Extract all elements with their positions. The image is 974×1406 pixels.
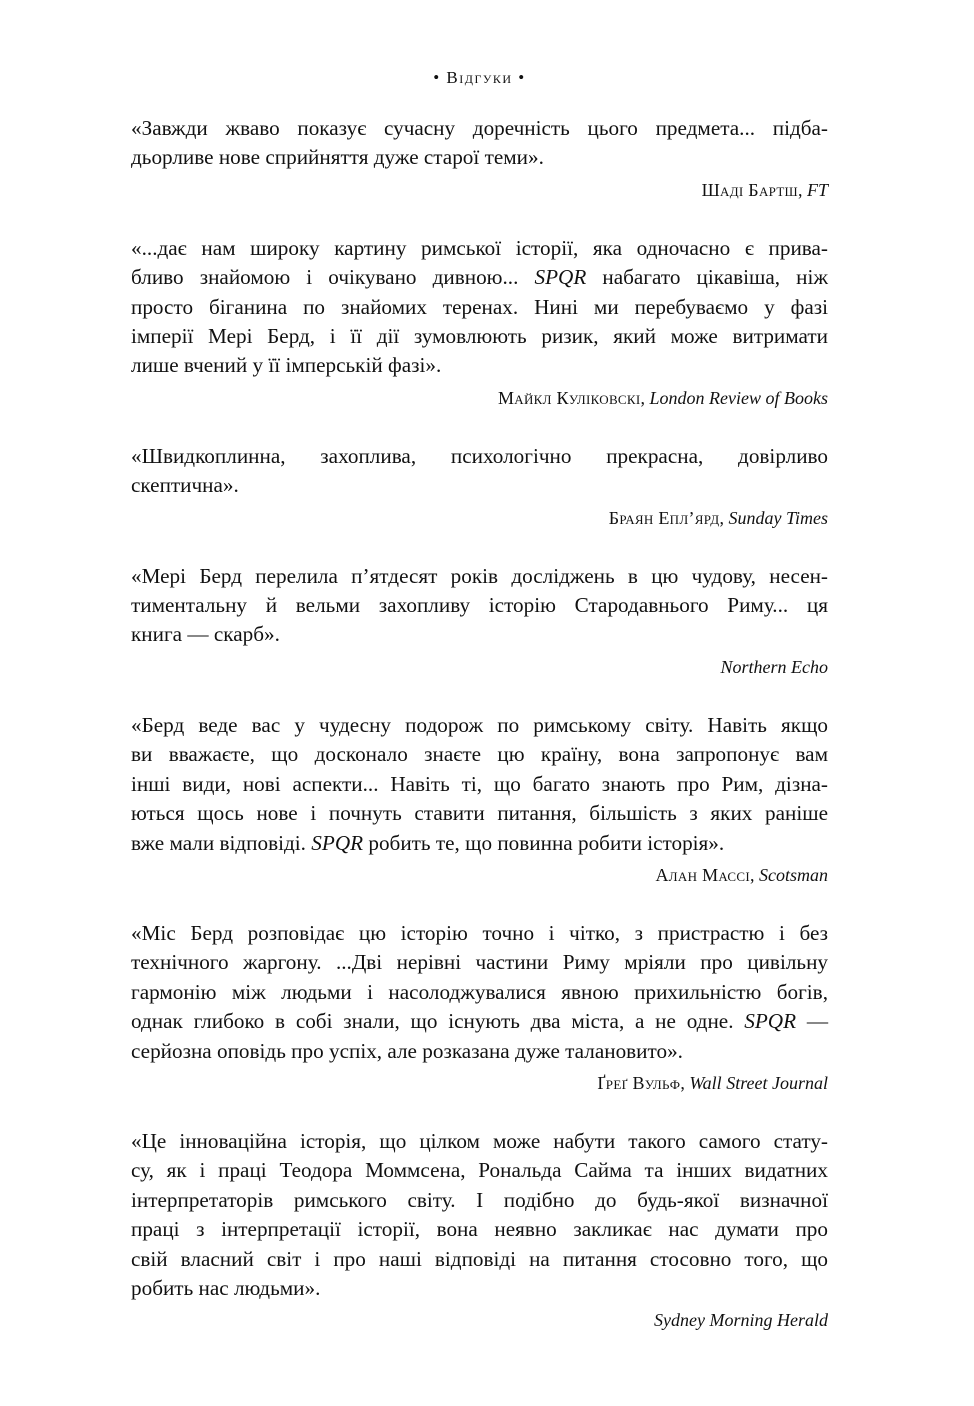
review-author: Ґреґ Вульф [597, 1072, 681, 1093]
review-attribution [131, 175, 828, 205]
review-source: Scotsman [759, 864, 828, 885]
review-author: Майкл Куліковскі [497, 387, 641, 408]
review-source: Northern Echo [720, 656, 828, 677]
quote-line: «Це інноваційна історія, що цілком може набути такого самого стату- [131, 1128, 828, 1153]
review-source: Sunday Times [728, 507, 828, 528]
review-quote [131, 1127, 828, 1303]
quote-line: «Міс Берд розповідає цю історію точно і чітко, з пристрастю і без [131, 920, 828, 945]
review-attribution [131, 1068, 828, 1098]
quote-line: тиментальну й вельми захопливу історію Стародавнього Риму... ця [131, 593, 828, 618]
quote-text: робить те, що повинна робити історія». [363, 830, 725, 855]
quote-line: «Берд веде вас у чудесну подорож по римському світу. Навіть якщо [131, 712, 828, 737]
quote-line [131, 829, 828, 858]
quote-line: «...дає нам широку картину римської історії, яка одночасно є прива- [131, 235, 828, 260]
review-6 [131, 919, 828, 1098]
quote-text: однак глибоко в собі знали, що існують два міста, а не одне. [131, 1009, 745, 1034]
attribution-separator: , [640, 387, 650, 408]
review-attribution [131, 652, 828, 682]
quote-line: просто біганина по знайомих теренах. Нині ми перебуваємо у фазі [131, 294, 828, 319]
quote-line: ви вважаєте, що досконало знаєте цю країну, вона запропонує вам [131, 742, 828, 767]
review-quote [131, 234, 828, 381]
review-attribution [131, 503, 828, 533]
review-1 [131, 114, 828, 205]
attribution-separator: , [719, 507, 729, 528]
review-author: Браян Епл’ярд [608, 507, 720, 528]
quote-line: «Завжди жваво показує сучасну доречність цього предмета... підба- [131, 116, 828, 140]
review-source: Sydney Morning Herald [654, 1310, 828, 1331]
quote-text: вже мали відповіді. [131, 830, 312, 855]
quote-line: серйозна оповідь про успіх, але розказана дуже талановито». [131, 1038, 683, 1063]
running-header: • Відгуки • [433, 68, 526, 87]
review-source: London Review of Books [649, 387, 828, 408]
quote-line: свій власний світ і про наші відповіді на питання стосовно того, що [131, 1246, 828, 1271]
attribution-separator: , [750, 864, 759, 885]
review-quote [131, 919, 828, 1066]
quote-line: ються щось нове і почнуть ставити питання, більшість з яких раніше [131, 801, 828, 826]
quote-line: скептична». [131, 473, 239, 498]
quote-line: «Швидкоплинна, захоплива, психологічно прекрасна, довірливо [131, 443, 828, 468]
quote-text: бливо знайомою і очікувано дивною... [131, 265, 535, 290]
review-attribution [131, 1305, 828, 1335]
review-author: Алан Массі [655, 864, 750, 885]
review-source: FT [806, 179, 828, 200]
review-quote [131, 562, 828, 650]
quote-text: набагато цікавіша, ніж [586, 265, 829, 290]
review-2 [131, 234, 828, 413]
quote-line: лише вчений у її імперській фазі». [131, 353, 442, 378]
quote-line: технічного жаргону. ...Дві нерівні частини Риму мріяли про цивільну [131, 950, 828, 975]
quote-line [131, 1007, 828, 1036]
quote-line: «Мері Берд перелила п’ятдесят років досліджень в цю чудову, несен- [131, 563, 828, 588]
quote-line: робить нас людьми». [131, 1275, 321, 1300]
review-quote [131, 711, 828, 858]
review-quote [131, 114, 828, 173]
quote-line: гармонію між людьми і насолоджувалися явною прихильністю богів, [131, 979, 828, 1004]
quote-text: — [796, 1009, 829, 1034]
quote-line: книга — скарб». [131, 622, 280, 647]
review-author: Шаді Бартш [701, 179, 798, 200]
quote-line: су, як і праці Теодора Моммсена, Рональда Сайма та інших видатних [131, 1158, 828, 1183]
book-title-spqr: SPQR [534, 265, 587, 290]
quote-line: інтерпретаторів римського світу. І подібно до будь-якої визначної [131, 1187, 828, 1212]
review-5 [131, 711, 828, 890]
attribution-separator: , [797, 179, 807, 200]
review-7 [131, 1127, 828, 1335]
book-title-spqr: SPQR [311, 830, 364, 855]
quote-line [131, 263, 828, 292]
book-title-spqr: SPQR [744, 1009, 797, 1034]
quote-line: інші види, нові аспекти... Навіть ті, що багато знають про Рим, дізна- [131, 771, 828, 796]
review-quote [131, 442, 828, 501]
review-attribution [131, 860, 828, 890]
quote-line: дьорливе нове сприйняття дуже старої теми». [131, 145, 544, 170]
attribution-separator: , [680, 1072, 690, 1093]
review-attribution [131, 383, 828, 413]
review-4 [131, 562, 828, 682]
review-3 [131, 442, 828, 533]
book-page [131, 62, 828, 1364]
review-source: Wall Street Journal [689, 1072, 828, 1093]
quote-line: імперії Мері Берд, і її дії зумовлюють ризик, який може витримати [131, 324, 828, 349]
quote-line: праці з інтерпретації історії, вона неявно закликає нас думати про [131, 1217, 828, 1242]
